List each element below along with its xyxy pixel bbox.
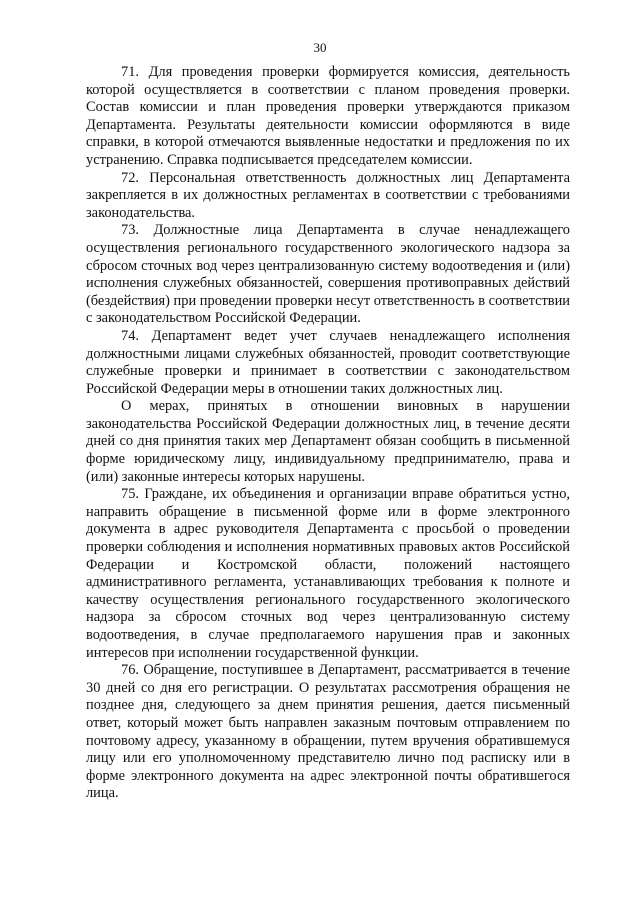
paragraph-71: 71. Для проведения проверки формируется комиссия, деятельность которой осуществляется в соответствии с планом проведения проверки. Состав комиссии и план проведения проверки утверждаются приказом Департамента. Результаты деятельности комиссии оформляются в виде справки, в которой отмечаются выявленные недостатки и предложения по их устранению. Справка подписывается председателем комиссии. xyxy=(86,64,570,168)
paragraph-73: 73. Должностные лица Департамента в случае ненадлежащего осуществления регионального государственного экологического надзора за сбросом сточных вод через централизованную систему водоотведения и (или) исполнения служебных обязанностей, совершения противоправных действий (бездействия) при проведении проверки несут ответственность в соответствии с законодательством Российской Федерации. xyxy=(86,222,570,327)
paragraph-76: 76. Обращение, поступившее в Департамент, рассматривается в течение 30 дней со дня его регистрации. О результатах рассмотрения обращения не позднее дня, следующего за днем принятия решения, дается письменный ответ, который может быть направлен заказным почтовым отправлением по почтовому адресу, указанному в обращении, путем вручения обратившемуся лицу или его уполномоченному представителю лично под расписку или в форме электронного документа на адрес электронной почты обратившегося лица. xyxy=(86,662,570,802)
document-body xyxy=(86,64,570,803)
paragraph-75: 75. Граждане, их объединения и организации вправе обратиться устно, направить обращение в письменной форме или в форме электронного документа в адрес руководителя Департамента с просьбой о проведении проверки соблюдения и исполнения нормативных правовых актов Российской Федерации и Костромской области, положений настоящего административного регламента, устанавливающих требования к полноте и качеству осуществления регионального государственного экологического надзора за сбросом сточных вод через централизованную систему водоотведения, в случае предполагаемого нарушения прав и законных интересов при исполнении государственной функции. xyxy=(86,486,570,661)
page-number: 30 xyxy=(313,40,327,55)
paragraph-74: 74. Департамент ведет учет случаев ненадлежащего исполнения должностными лицами служебных обязанностей, проводит соответствующие служебные проверки и принимает в соответствии с законодательством Российской Федерации меры в отношении таких должностных лиц. xyxy=(86,327,570,397)
paragraph-72: 72. Персональная ответственность должностных лиц Департамента закрепляется в их должностных регламентах в соответствии с требованиями законодательства. xyxy=(86,169,570,221)
paragraph-74-measures: О мерах, принятых в отношении виновных в нарушении законодательства Российской Федерации должностных лиц, в течение десяти дней со дня принятия таких мер Департамент обязан сообщить в письменной форме юридическому лицу, индивидуальному предпринимателю, права и (или) законные интересы которых нарушены. xyxy=(86,398,570,485)
